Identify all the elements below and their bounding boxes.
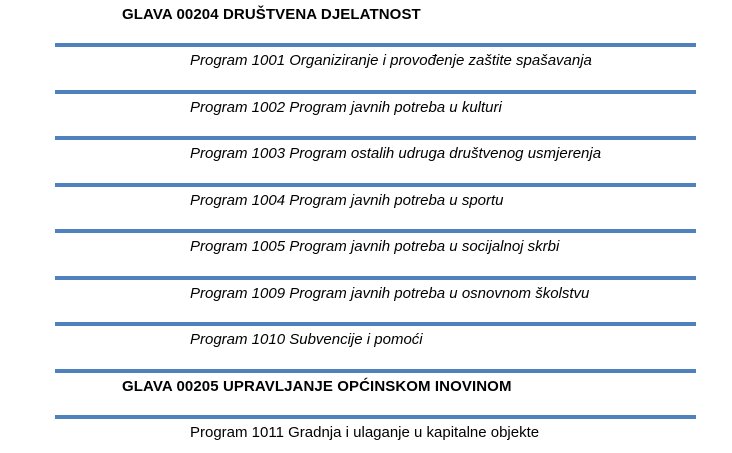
program-label: Program 1003 Program ostalih udruga društvenog usmjerenja bbox=[190, 145, 602, 162]
program-label: Program 1005 Program javnih potreba u socijalnoj skrbi bbox=[190, 238, 560, 255]
program-label: Program 1011 Gradnja i ulaganje u kapitalne objekte bbox=[190, 424, 540, 441]
program-row bbox=[55, 415, 696, 453]
section-heading-label: GLAVA 00204 DRUŠTVENA DJELATNOST bbox=[122, 6, 421, 23]
program-row bbox=[55, 43, 696, 90]
program-row bbox=[55, 229, 696, 276]
section-heading-label: GLAVA 00205 UPRAVLJANJE OPĆINSKOM INOVINOM bbox=[122, 377, 512, 395]
section-heading-row bbox=[55, 0, 696, 43]
program-label: Program 1010 Subvencije i pomoći bbox=[190, 331, 423, 348]
program-row bbox=[55, 90, 696, 137]
program-row bbox=[55, 276, 696, 323]
program-row bbox=[55, 322, 696, 369]
program-label: Program 1002 Program javnih potreba u kulturi bbox=[190, 98, 502, 116]
section-heading-row bbox=[55, 369, 696, 416]
program-label: Program 1004 Program javnih potreba u sportu bbox=[190, 191, 504, 209]
program-row bbox=[55, 136, 696, 183]
program-label: Program 1009 Program javnih potreba u osnovnom školstvu bbox=[190, 284, 590, 302]
program-label: Program 1001 Organiziranje i provođenje zaštite spašavanja bbox=[190, 52, 592, 69]
program-row bbox=[55, 183, 696, 230]
rows-container bbox=[55, 0, 696, 453]
